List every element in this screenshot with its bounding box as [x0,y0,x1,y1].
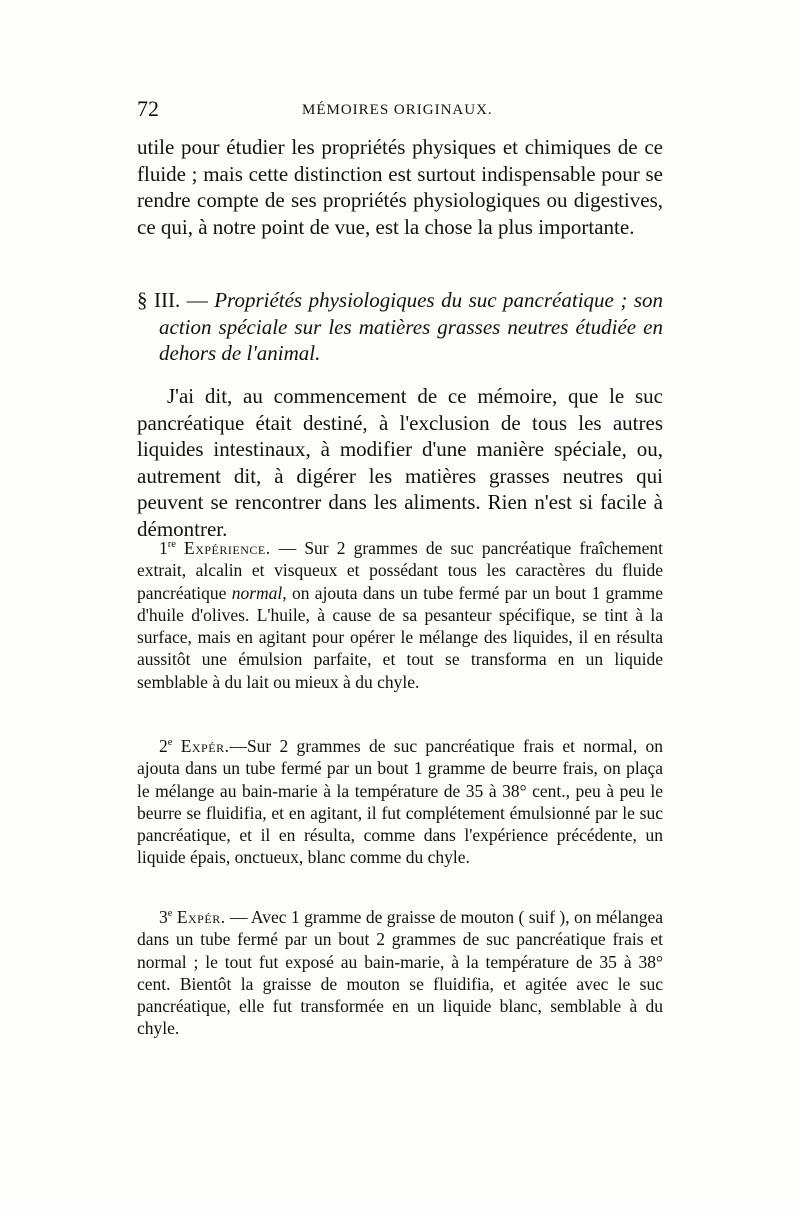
experiment-2-label: Expér. [180,736,230,756]
section-title: Propriétés physiologiques du suc pancréatique ; son action spéciale sur les matières grasses neutres étudiée en dehors de l'animal. [159,288,664,365]
page-header [137,96,663,126]
experiment-1-text-b: on ajouta dans un tube fermé par un bout 1 gramme d'huile d'olives. L'huile, à cause de sa pesanteur spécifique, se tint à la surface, mais en agitant pour opérer le mélange des liquides, il en résulta aussitôt une émulsion parfaite, et tout se transforma en un liquide semblable à du lait ou mieux à du chyle. [137,582,664,692]
experiment-3-suffix: e [167,908,173,920]
experiment-1-block [137,537,663,693]
experiment-3-block [137,906,663,1040]
experiment-2-suffix: e [167,737,173,749]
experiment-1-label: Expérience. [184,538,271,558]
experiment-2-block [137,735,663,869]
experiment-3-number: 3 [159,907,168,927]
section-heading-block [137,287,663,367]
experiment-3-text: — Avec 1 gramme de graisse de mouton ( suif ), on mélangea dans un tube fermé par un bout 2 grammes de suc pancréatique frais et normal ; le tout fut exposé au bain-marie, à la température de 35 à 38° cent. Bientôt la graisse de mouton se fluidifia, et agitée avec le suc pancréatique, elle fut transformée en un liquide blanc, semblable à du chyle. [137,907,663,1039]
experiment-3-label: Expér. [176,907,226,927]
experiment-1-suffix: re [167,539,176,551]
experiment-1 [137,537,663,693]
section-heading [137,287,663,367]
experiment-2-number: 2 [159,736,168,756]
intro-block [137,134,663,240]
running-title: MÉMOIRES ORIGINAUX. [302,102,493,118]
experiment-1-italic: normal, [231,582,287,603]
main-paragraph: J'ai dit, au commencement de ce mémoire, que le suc pancréatique était destiné, à l'exclusion de tous les autres liquides intestinaux, à modifier d'une manière spéciale, ou, autrement dit, à digérer les matières grasses neutres qui peuvent se rencontrer dans les aliments. Rien n'est si facile à démontrer. [137,384,663,541]
experiment-1-text-a: — Sur 2 grammes de suc pancréatique fraîchement extrait, alcalin et visqueux et possédant tous les caractères du fluide pancréatique [137,538,663,603]
experiment-2 [137,735,663,869]
experiment-3 [137,906,663,1040]
page-number: 72 [137,96,159,121]
intro-paragraph: utile pour étudier les propriétés physiques et chimiques de ce fluide ; mais cette distinction est surtout indispensable pour se rendre compte de ses propriétés physiologiques ou digestives, ce qui, à notre point de vue, est la chose la plus importante. [137,135,663,239]
main-block [137,383,663,542]
experiment-1-number: 1 [159,538,168,558]
section-number: § III. — [137,288,208,312]
experiment-2-text: —Sur 2 grammes de suc pancréatique frais et normal, on ajouta dans un tube fermé par un bout 1 gramme de beurre frais, on plaça le mélange au bain-marie à la température de 35 à 38° cent., peu à peu le beurre se fluidifia, et en agitant, il fut complétement émulsionné par le suc pancréatique, et il en résulta, comme dans l'expérience précédente, un liquide épais, onctueux, blanc comme du chyle. [137,736,664,868]
